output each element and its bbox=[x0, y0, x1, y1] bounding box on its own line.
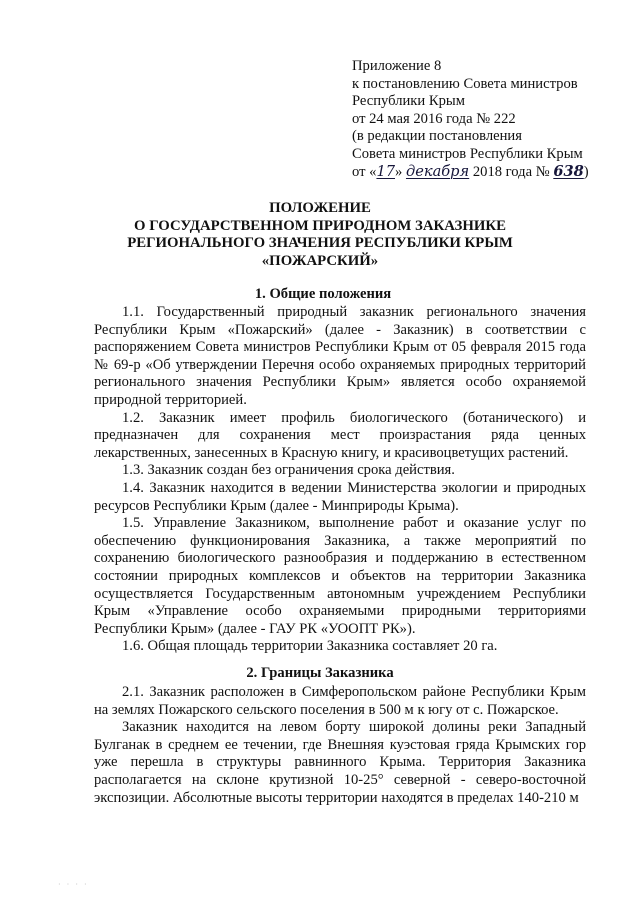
document-title bbox=[0, 200, 640, 270]
paragraph: Заказник находится на левом борту широкой долины реки Западный Булганак в среднем ее течении, где Внешняя куэстовая гряда Крымских гор уже перешла в структуры равнинного Крыма. Территория Заказника располагается на склоне крутизной 10-25° северной - северо-восточной экспозиции. Абсолютные высоты территории находятся в пределах 140-210 м bbox=[94, 719, 586, 806]
section-heading: 1. Общие положения bbox=[254, 286, 392, 302]
section-body bbox=[94, 684, 586, 807]
paragraph: 1.6. Общая площадь территории Заказника составляет 20 га. bbox=[122, 638, 498, 655]
appendix-date-line bbox=[352, 163, 622, 182]
date-suffix: ) bbox=[583, 164, 589, 180]
handwritten-number: 638 bbox=[553, 163, 584, 180]
title-line: ПОЛОЖЕНИЕ bbox=[269, 200, 371, 216]
section-body bbox=[94, 304, 586, 656]
appendix-line: (в редакции постановления bbox=[352, 128, 522, 144]
handwritten-day: 17 bbox=[376, 163, 396, 180]
paragraph: 1.3. Заказник создан без ограничения срока действия. bbox=[122, 462, 455, 479]
paragraph: 1.2. Заказник имеет профиль биологического (ботанического) и предназначен для сохранения мест произрастания ряда ценных лекарственных, занесенных в Красную книгу, и красивоцветущих растений. bbox=[94, 409, 586, 461]
title-line: «ПОЖАРСКИЙ» bbox=[261, 252, 379, 269]
scan-artifact: · · · · bbox=[58, 880, 89, 889]
appendix-line: Республики Крым bbox=[352, 93, 465, 109]
date-prefix: от « bbox=[352, 164, 377, 180]
paragraph: 2.1. Заказник расположен в Симферопольском районе Республики Крым на землях Пожарского сельского поселения в 500 м к югу от с. Пожарское. bbox=[94, 684, 586, 718]
paragraph: 1.4. Заказник находится в ведении Министерства экологии и природных ресурсов Республики Крым (далее - Минприроды Крыма). bbox=[94, 479, 586, 514]
handwritten-month: декабря bbox=[405, 163, 470, 180]
appendix-header bbox=[352, 58, 622, 182]
appendix-line: Совета министров Республики Крым bbox=[352, 145, 583, 162]
paragraph: 1.5. Управление Заказником, выполнение работ и оказание услуг по обеспечению функционирования Заказника, а также мероприятий по сохранению биологического разнообразия и поддержанию в естественном состоянии природных комплексов и объектов на территории Заказника осуществляется Государственным автономным учреждением Республики Крым «Управление особо охраняемыми природными территориями Республики Крым» (далее - ГАУ РК «УООПТ РК»). bbox=[94, 515, 586, 637]
title-line: О ГОСУДАРСТВЕННОМ ПРИРОДНОМ ЗАКАЗНИКЕ bbox=[134, 217, 506, 234]
date-year: 2018 года № bbox=[472, 164, 550, 180]
appendix-line: к постановлению Совета министров bbox=[352, 75, 578, 92]
title-line: РЕГИОНАЛЬНОГО ЗНАЧЕНИЯ РЕСПУБЛИКИ КРЫМ bbox=[127, 235, 513, 251]
appendix-line: от 24 мая 2016 года № 222 bbox=[352, 110, 516, 127]
section-heading: 2. Границы Заказника bbox=[246, 665, 394, 681]
appendix-line: Приложение 8 bbox=[352, 58, 442, 74]
paragraph: 1.1. Государственный природный заказник регионального значения Республики Крым «Пожарский» (далее - Заказник) в соответствии с распоряжением Совета министров Республики Крым от 05 февраля 2015 года № 69-р «Об утверждении Перечня особо охраняемых природных территорий регионального значения Республики Крым» является особо охраняемой природной территорией. bbox=[94, 304, 586, 408]
date-quote: » bbox=[395, 164, 403, 180]
